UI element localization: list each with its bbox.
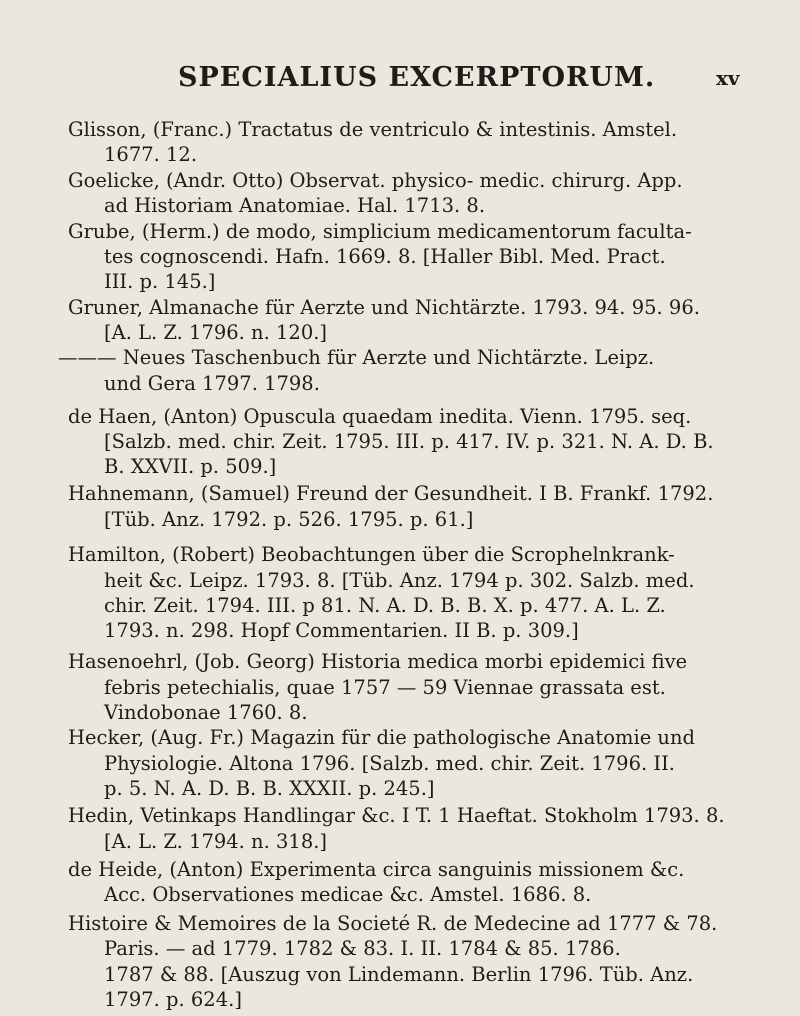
entry-line: Vindobonae 1760. 8. (104, 701, 308, 724)
entry-line: Physiologie. Altona 1796. [Salzb. med. chir. Zeit. 1796. II. (104, 752, 675, 775)
page-number: xv (716, 66, 740, 90)
entry-line: Glisson, (Franc.) Tractatus de ventriculo & intestinis. Amstel. (68, 118, 678, 141)
entry-line: de Heide, (Anton) Experimenta circa sanguinis missionem &c. (68, 858, 685, 881)
page-header (0, 62, 800, 102)
entry-line: chir. Zeit. 1794. III. p 81. N. A. D. B. B. X. p. 477. A. L. Z. (104, 594, 666, 617)
entry-line: Hasenoehrl, (Job. Georg) Historia medica morbi epidemici five (68, 650, 688, 673)
entry-line: ad Historiam Anatomiae. Hal. 1713. 8. (104, 194, 486, 217)
running-title: SPECIALIUS EXCERPTORUM. (178, 62, 656, 93)
entry-line: Hamilton, (Robert) Beobachtungen über die Scrophelnkrank- (68, 543, 675, 566)
entry-line: febris petechialis, quae 1757 — 59 Viennae grassata est. (104, 676, 666, 699)
entry-line: 1677. 12. (104, 143, 198, 166)
entry-line: und Gera 1797. 1798. (104, 372, 320, 395)
entry-line: 1787 & 88. [Auszug von Lindemann. Berlin 1796. Tüb. Anz. (104, 963, 694, 986)
entry-line: de Haen, (Anton) Opuscula quaedam inedita. Vienn. 1795. seq. (68, 405, 692, 428)
entry-line: tes cognoscendi. Hafn. 1669. 8. [Haller Bibl. Med. Pract. (104, 245, 666, 268)
entry-line: III. p. 145.] (104, 270, 216, 293)
entry-line: heit &c. Leipz. 1793. 8. [Tüb. Anz. 1794 p. 302. Salzb. med. (104, 569, 695, 592)
entry-line: [A. L. Z. 1794. n. 318.] (104, 830, 328, 853)
entry-line: p. 5. N. A. D. B. B. XXXII. p. 245.] (104, 777, 435, 800)
entry-line: 1797. p. 624.] (104, 988, 242, 1011)
entry-line: Acc. Observationes medicae &c. Amstel. 1686. 8. (104, 883, 592, 906)
entry-line: 1793. n. 298. Hopf Commentarien. II B. p. 309.] (104, 619, 579, 642)
entry-line: Goelicke, (Andr. Otto) Observat. physico- medic. chirurg. App. (68, 169, 683, 192)
entry-line: [A. L. Z. 1796. n. 120.] (104, 321, 328, 344)
entry-line: Histoire & Memoires de la Societé R. de Medecine ad 1777 & 78. (68, 912, 718, 935)
entry-line: ——— Neues Taschenbuch für Aerzte und Nichtärzte. Leipz. (58, 346, 655, 369)
entry-line: Gruner, Almanache für Aerzte und Nichtärzte. 1793. 94. 95. 96. (68, 296, 700, 319)
entry-line: [Tüb. Anz. 1792. p. 526. 1795. p. 61.] (104, 508, 474, 531)
entry-line: Paris. — ad 1779. 1782 & 83. I. II. 1784 & 85. 1786. (104, 937, 621, 960)
entry-line: Hedin, Vetinkaps Handlingar &c. I T. 1 Haeftat. Stokholm 1793. 8. (68, 804, 725, 827)
entry-line: B. XXVII. p. 509.] (104, 455, 277, 478)
entry-line: [Salzb. med. chir. Zeit. 1795. III. p. 417. IV. p. 321. N. A. D. B. (104, 430, 714, 453)
entry-line: Hecker, (Aug. Fr.) Magazin für die pathologische Anatomie und (68, 726, 696, 749)
entry-line: Grube, (Herm.) de modo, simplicium medicamentorum faculta- (68, 220, 692, 243)
entry-line: Hahnemann, (Samuel) Freund der Gesundheit. I B. Frankf. 1792. (68, 482, 714, 505)
